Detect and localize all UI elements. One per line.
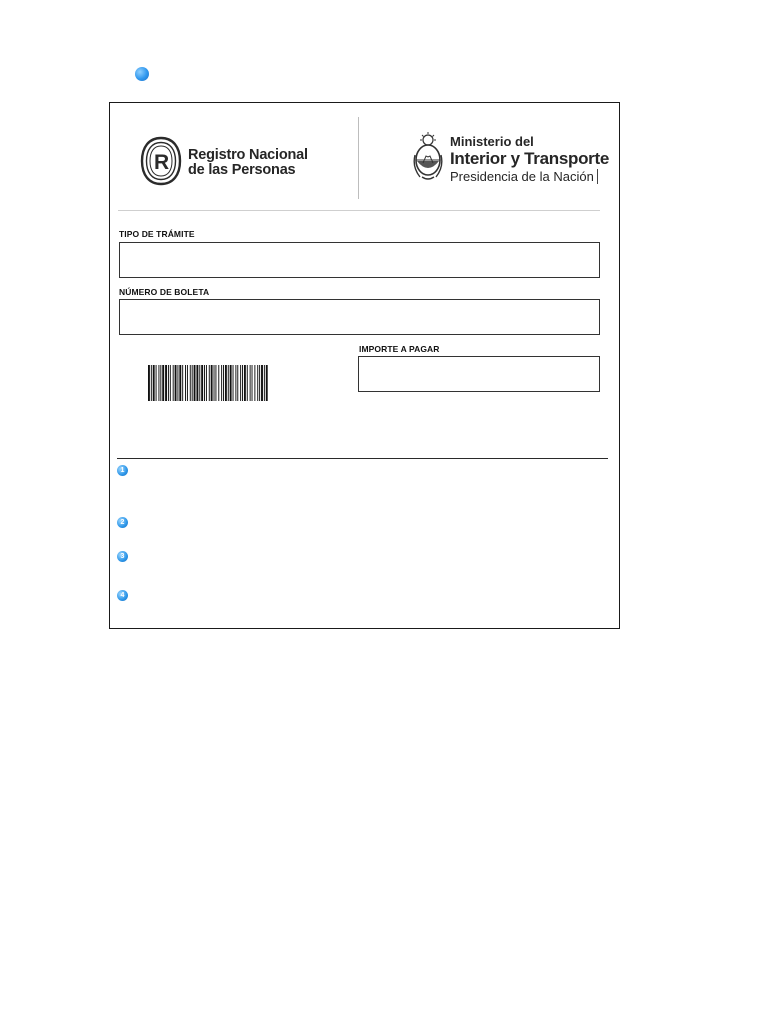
barcode-bar (218, 365, 219, 401)
ministerio-logo (412, 131, 612, 191)
numero-boleta-field (119, 299, 600, 335)
importe-label: IMPORTE A PAGAR (359, 344, 440, 354)
barcode-bar (247, 365, 248, 401)
header-divider (358, 117, 359, 199)
barcode-bar (170, 365, 171, 401)
svg-text:R: R (154, 151, 170, 174)
barcode-bar (261, 365, 263, 401)
barcode-bar (156, 365, 157, 401)
tipo-tramite-label: TIPO DE TRÁMITE (119, 229, 195, 239)
barcode-bar (206, 365, 207, 401)
barcode-bar (192, 365, 193, 401)
step-marker: 2 (117, 517, 128, 528)
barcode-bar (233, 365, 234, 401)
barcode-bar (196, 365, 198, 401)
barcode-bar (264, 365, 265, 401)
barcode-bar (242, 365, 243, 401)
registro-nacional-line2: de las Personas (188, 162, 296, 178)
barcode-bar (237, 365, 238, 401)
barcode-bar (194, 365, 196, 401)
payment-slip (109, 102, 620, 629)
barcode-bar (259, 365, 260, 401)
barcode-bar (177, 365, 178, 401)
step-marker: 4 (117, 590, 128, 601)
barcode-bar (254, 365, 255, 401)
registro-nacional-name (188, 148, 308, 178)
barcode-bar (158, 365, 159, 401)
barcode-bar (175, 365, 177, 401)
barcode-bar (185, 365, 186, 401)
registro-nacional-logo (140, 135, 360, 191)
barcode-bar (204, 365, 205, 401)
step-marker: 1 (117, 465, 128, 476)
barcode-bar (182, 365, 183, 401)
barcode-bar (240, 365, 241, 401)
barcode-bar (244, 365, 246, 401)
step-marker: 3 (117, 551, 128, 562)
argentina-coat-of-arms-icon (412, 131, 444, 187)
ministerio-line1: Ministerio del (450, 134, 534, 149)
ministerio-text (450, 135, 609, 186)
barcode-bar (209, 365, 210, 401)
barcode-bar (214, 365, 215, 401)
barcode-bar (179, 365, 181, 401)
barcode-bar (173, 365, 174, 401)
numero-boleta-label: NÚMERO DE BOLETA (119, 287, 210, 297)
barcode-bar (148, 365, 150, 401)
registro-nacional-r-emblem-icon (140, 135, 182, 187)
header-rule (118, 210, 600, 211)
barcode-bar (199, 365, 200, 401)
barcode-bar (165, 365, 167, 401)
barcode-bar (228, 365, 229, 401)
ministerio-line3: Presidencia de la Nación (450, 169, 598, 184)
barcode-bar (187, 365, 188, 401)
barcode-bar (168, 365, 169, 401)
barcode-bar (266, 365, 268, 401)
barcode-bar (162, 365, 164, 401)
barcode-bar (250, 365, 251, 401)
barcode-bar (160, 365, 161, 401)
barcode-bar (221, 365, 222, 401)
tipo-tramite-field (119, 242, 600, 278)
section-rule (117, 458, 608, 459)
barcode-bar (190, 365, 191, 401)
barcode-bar (223, 365, 224, 401)
barcode-bar (257, 365, 258, 401)
barcode-bar (215, 365, 216, 401)
barcode-bar (252, 365, 253, 401)
ministerio-line2: Interior y Transporte (450, 149, 610, 168)
barcode-bar (225, 365, 227, 401)
barcode-icon (148, 365, 334, 401)
barcode-bar (211, 365, 213, 401)
barcode-bar (201, 365, 203, 401)
barcode-bar (230, 365, 232, 401)
bullet-dot-icon (135, 67, 149, 81)
importe-field (358, 356, 600, 392)
registro-nacional-line1: Registro Nacional (188, 147, 308, 163)
barcode-bar (235, 365, 236, 401)
barcode-bar (151, 365, 152, 401)
barcode-bar (153, 365, 155, 401)
